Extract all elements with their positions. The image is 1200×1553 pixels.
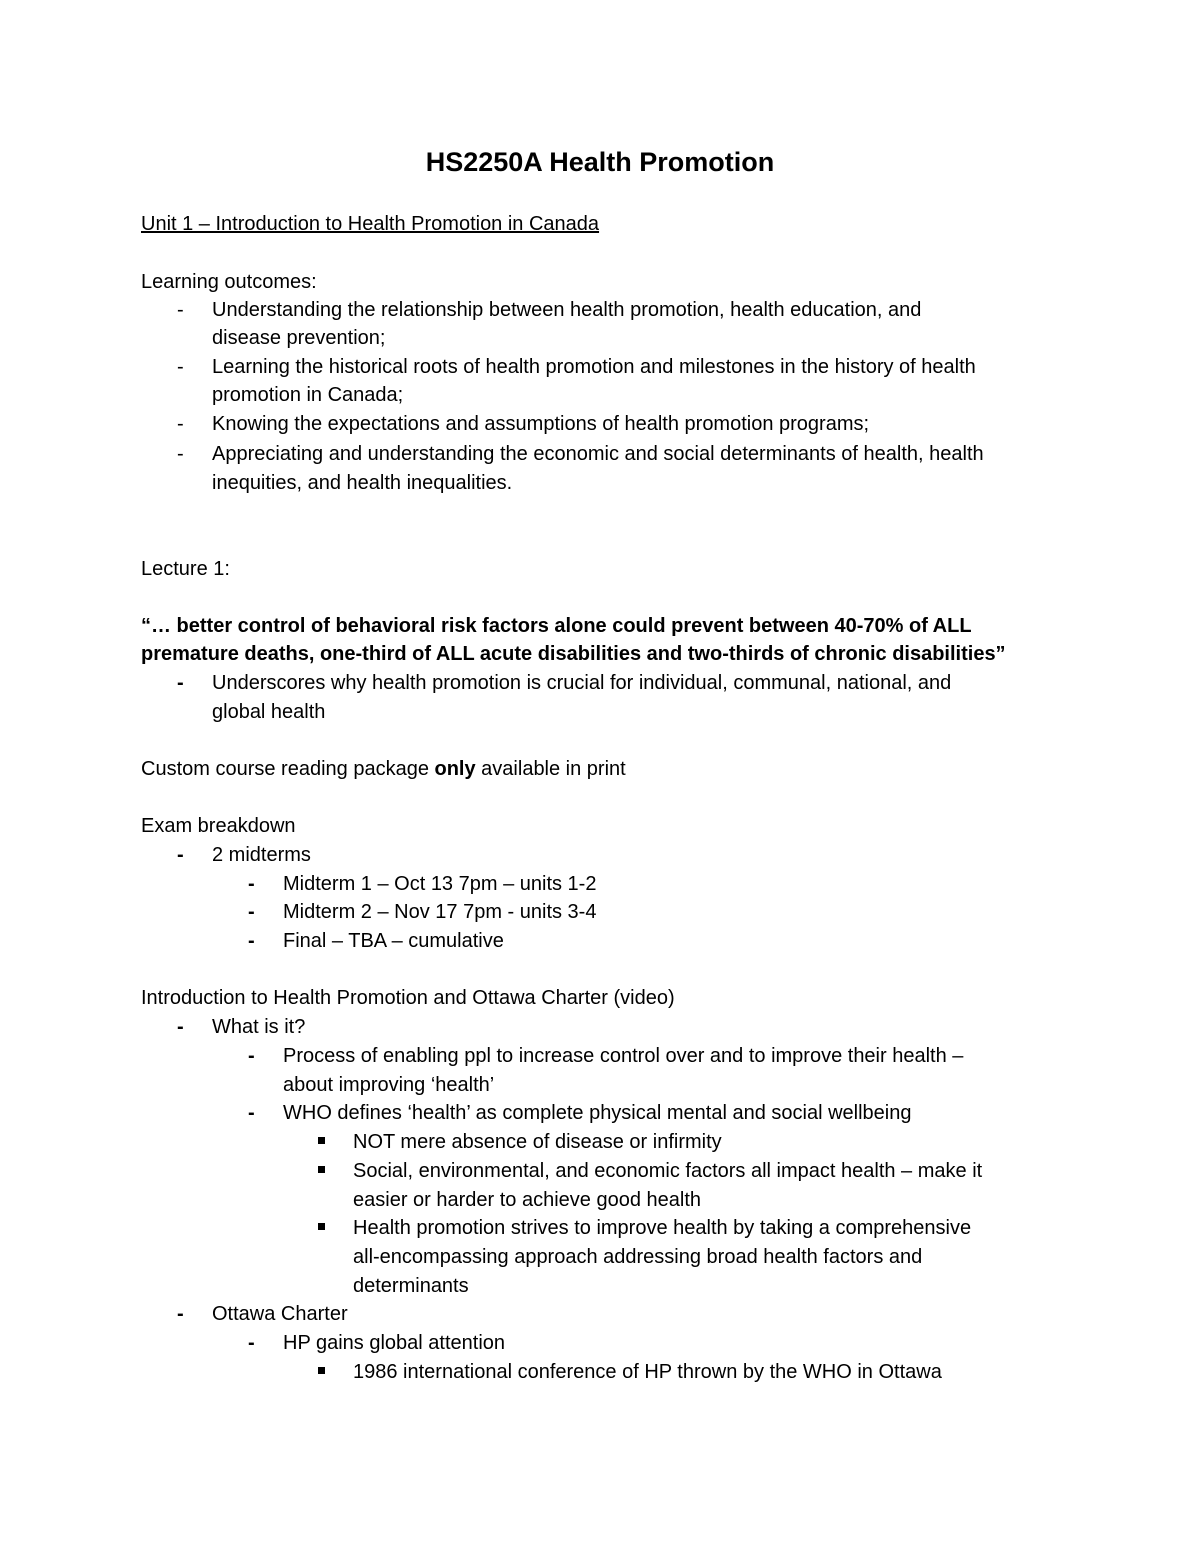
what-is-it: What is it?: [212, 1016, 306, 1038]
quote-note-line-2: global health: [212, 701, 326, 723]
bullet-dash: -: [248, 930, 255, 952]
who-point-2-line-1: Social, environmental, and economic factors all impact health – make it: [353, 1160, 983, 1182]
outcome-1-line-2: disease prevention;: [212, 327, 386, 349]
square-bullet-icon: [318, 1137, 325, 1144]
who-point-3-line-1: Health promotion strives to improve health by taking a comprehensive: [353, 1217, 972, 1239]
reading-package-note: [141, 755, 626, 783]
bullet-dash: -: [248, 1102, 255, 1124]
bullet-dash: -: [248, 873, 255, 895]
outcome-1-line-1: Understanding the relationship between health promotion, health education, and: [212, 299, 922, 321]
bullet-dash: -: [177, 844, 184, 866]
exam-breakdown-label: Exam breakdown: [141, 815, 296, 837]
outcome-2-line-1: Learning the historical roots of health promotion and milestones in the history of health: [212, 356, 976, 378]
bullet-dash: -: [248, 1332, 255, 1354]
who-point-3-line-3: determinants: [353, 1275, 469, 1297]
exam-item-1: Midterm 1 – Oct 13 7pm – units 1-2: [283, 873, 597, 895]
bullet-dash: -: [177, 356, 184, 378]
conference: 1986 international conference of HP thrown by the WHO in Ottawa: [353, 1361, 942, 1383]
bullet-dash: -: [177, 413, 184, 435]
quote-note-line-1: Underscores why health promotion is crucial for individual, communal, national, and: [212, 672, 952, 694]
process-line-1: Process of enabling ppl to increase control over and to improve their health –: [283, 1045, 964, 1067]
reading-package-after: available in print: [475, 758, 626, 780]
outcome-4-line-1: Appreciating and understanding the economic and social determinants of health, health: [212, 443, 984, 465]
hp-gains: HP gains global attention: [283, 1332, 506, 1354]
midterms-label: 2 midterms: [212, 844, 311, 866]
quote-line-1: “… better control of behavioral risk factors alone could prevent between 40-70% of ALL: [141, 615, 972, 637]
bullet-dash: -: [177, 1303, 184, 1325]
bullet-dash: -: [248, 1045, 255, 1067]
lecture-label: Lecture 1:: [141, 558, 230, 580]
who-point-2-line-2: easier or harder to achieve good health: [353, 1189, 702, 1211]
who-point-3-line-2: all-encompassing approach addressing broad health factors and: [353, 1246, 923, 1268]
who-defines: WHO defines ‘health’ as complete physical mental and social wellbeing: [283, 1102, 912, 1124]
intro-label: Introduction to Health Promotion and Ottawa Charter (video): [141, 987, 675, 1009]
bullet-dash: -: [177, 672, 184, 694]
reading-package-emphasis: only: [434, 758, 476, 780]
exam-item-2: Midterm 2 – Nov 17 7pm - units 3-4: [283, 901, 597, 923]
outcome-2-line-2: promotion in Canada;: [212, 384, 404, 406]
bullet-dash: -: [177, 299, 184, 321]
bullet-dash: -: [248, 901, 255, 923]
bullet-dash: -: [177, 443, 184, 465]
bullet-dash: -: [177, 1016, 184, 1038]
square-bullet-icon: [318, 1367, 325, 1374]
ottawa-charter: Ottawa Charter: [212, 1303, 348, 1325]
reading-package-before: Custom course reading package: [141, 758, 435, 780]
process-line-2: about improving ‘health’: [283, 1074, 495, 1096]
outcome-4-line-2: inequities, and health inequalities.: [212, 472, 513, 494]
quote-line-2: premature deaths, one-third of ALL acute disabilities and two-thirds of chronic disabilities”: [141, 643, 1006, 665]
who-point-1: NOT mere absence of disease or infirmity: [353, 1131, 722, 1153]
learning-outcomes-label: Learning outcomes:: [141, 271, 317, 293]
unit-heading: Unit 1 – Introduction to Health Promotion in Canada: [141, 213, 600, 235]
square-bullet-icon: [318, 1166, 325, 1173]
document-title: HS2250A Health Promotion: [425, 147, 775, 177]
outcome-3-line-1: Knowing the expectations and assumptions of health promotion programs;: [212, 413, 870, 435]
exam-item-3: Final – TBA – cumulative: [283, 930, 504, 952]
square-bullet-icon: [318, 1223, 325, 1230]
